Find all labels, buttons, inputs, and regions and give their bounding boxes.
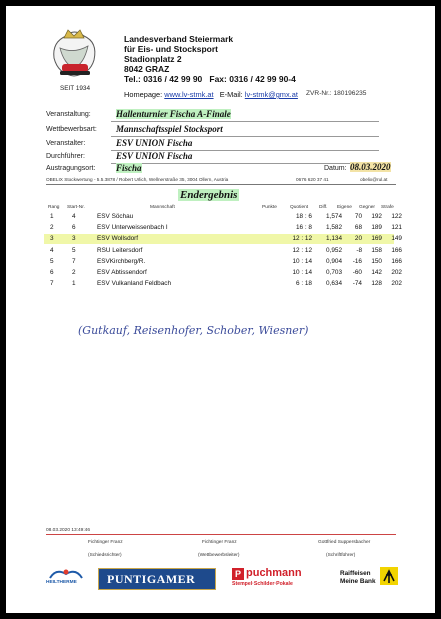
cell-gegner: 202 [391,269,402,276]
field-value-event: Hallenturnier Fischa A-Finale [116,109,231,119]
organization-address [124,34,296,84]
field-label: Austragungsort: [46,165,96,172]
raiffeisen-text: Raiffeisen [340,570,371,577]
cell-eigene: 192 [371,213,382,220]
cell-quot: 1,582 [326,224,342,232]
cell-eigene: 128 [371,280,382,288]
association-logo [44,24,106,94]
software-phone: 0676 620 37 41 [296,177,329,182]
cell-diff: -60 [352,269,362,276]
cell-eigene: 142 [371,269,382,276]
raiffeisen-text-2: Meine Bank [340,578,376,585]
col-header-team: Mannschaft [150,205,175,210]
field-value-executor: ESV UNION Fischa [116,151,193,161]
cell-quot: 0,904 [326,257,342,265]
field-value-venue: Fischa [116,163,142,173]
homepage-link[interactable]: www.lv-stmk.at [164,90,214,99]
date-label: Datum: [324,165,347,172]
email-label: E-Mail: [219,90,243,99]
org-line: Stadionplatz 2 [124,54,182,64]
cell-punkte: 10 : 14 [292,257,312,265]
cell-rang: 7 [50,280,54,288]
cell-diff: -74 [352,280,362,288]
org-line: 8042 GRAZ [124,64,170,74]
puchmann-subtitle: Stempel·Schilder·Pokale [232,581,293,587]
fax: Fax: 0316 / 42 99 90-4 [209,74,296,84]
cell-start: 1 [72,280,76,288]
heiltherme-text: HEILTHERME [46,580,77,585]
contact-line [124,90,298,99]
col-header-penalty: Strafe [381,205,394,210]
signature-role: (Schiedsrichter) [88,553,122,558]
org-line: für Eis- und Stocksport [124,44,218,54]
cell-punkte: 12 : 12 [292,235,312,243]
cell-team: ESV Söchau [97,213,134,220]
document-page [6,6,435,613]
cell-punkte: 12 : 12 [292,246,312,254]
cell-punkte: 6 : 18 [296,280,312,288]
print-timestamp: 08.03.2020 13:49:46 [46,528,91,533]
col-header-quotient: Quotient [290,205,309,210]
phone: Tel.: 0316 / 42 99 90 [124,74,203,84]
cell-gegner: 121 [391,224,402,232]
puchmann-logo: P puchmann Stempel·Schilder·Pokale [232,567,302,587]
cell-diff: -8 [356,246,362,254]
cell-quot: 0,703 [326,269,342,276]
cell-start: 3 [72,235,76,243]
cell-gegner: 202 [391,280,402,288]
cell-start: 5 [72,246,76,254]
signature-name: Fichtinger Franz [88,540,123,545]
signature-role: (Schriftführer) [326,553,356,558]
cell-punkte: 16 : 8 [296,224,312,232]
software-email: obelix@rul.at [360,177,388,182]
cell-diff: 70 [354,213,362,220]
cell-eigene: 169 [371,235,382,243]
raiffeisen-gable-icon [380,567,398,585]
email-link[interactable]: lv-stmk@gmx.at [244,90,298,99]
homepage-label: Homepage: [124,90,163,99]
cell-gegner: 166 [391,246,402,254]
cell-punkte: 10 : 14 [292,269,312,276]
cell-rang: 5 [50,257,54,265]
cell-team: ESV Unterweissenbach I [97,224,168,232]
cell-rang: 6 [50,269,54,276]
logo-year: SEIT 1934 [59,85,91,92]
results-title: Endergebnis [180,189,238,201]
signature-name: Fichtinger Franz [202,540,237,545]
cell-quot: 0,952 [326,246,342,254]
cell-quot: 1,134 [326,235,342,243]
cell-rang: 1 [50,213,54,220]
puntigamer-logo [98,568,216,590]
field-label: Veranstalter: [46,140,86,147]
heiltherme-logo [46,566,86,588]
date-value: 08.03.2020 [350,162,391,172]
field-value-type: Mannschaftsspiel Stocksport [116,124,223,134]
cell-team: ESV Vulkanland Feldbach [97,280,172,288]
cell-start: 6 [72,224,76,232]
col-header-opponent: Gegner [359,205,375,210]
phone-fax-line [124,74,296,84]
col-header-start: Start-Nr. [67,205,85,210]
cell-eigene: 189 [371,224,382,232]
cell-team: RSU Leitersdorf [97,246,143,254]
cell-start: 7 [72,257,76,265]
cell-quot: 0,634 [326,280,342,288]
cell-rang: 3 [50,235,54,243]
signature-role: (Wettbewerbsleiter) [198,553,240,558]
cell-gegner: 149 [391,235,402,243]
cell-eigene: 150 [371,257,382,265]
cell-gegner: 122 [391,213,402,220]
col-header-diff: Diff. [319,205,328,210]
signature-name: Gottfried Suppersbacher [318,540,371,545]
cell-eigene: 158 [371,246,382,254]
handwritten-note: (Gutkauf, Reisenhofer, Schober, Wiesner) [78,324,309,337]
raiffeisen-logo [340,567,400,591]
field-value-organizer: ESV UNION Fischa [116,138,193,148]
puntigamer-text: PUNTIGAMER [107,572,196,586]
col-header-rank: Rang [48,205,60,210]
cell-rang: 4 [50,246,54,254]
puchmann-text: puchmann [246,567,302,579]
software-info: OBELIX Stockwertung - 5.5.3878 / Robert Urlich, Wellnerstraße 35, 3004 Ollern, Austria [46,177,229,182]
cell-start: 2 [72,269,76,276]
cell-punkte: 18 : 6 [296,213,312,220]
cell-gegner: 166 [391,257,402,265]
field-label: Durchführer: [46,153,85,160]
cell-quot: 1,574 [326,213,342,220]
cell-diff: 20 [354,235,362,243]
zvr-number: ZVR-Nr.: 180196235 [306,90,367,97]
cell-diff: 68 [354,224,362,232]
cell-start: 4 [72,213,76,220]
cell-team: ESVKirchberg/R. [97,257,146,265]
cell-team: ESV Abtissendorf [97,269,147,276]
col-header-points: Punkte [262,205,277,210]
field-label: Wettbewerbsart: [46,126,97,133]
cell-diff: -16 [352,257,362,265]
field-label: Veranstaltung: [46,111,91,118]
cell-team: ESV Wollsdorf [97,235,139,243]
col-header-own: Eigene [337,205,352,210]
cell-rang: 2 [50,224,54,232]
org-line: Landesverband Steiermark [124,34,234,44]
